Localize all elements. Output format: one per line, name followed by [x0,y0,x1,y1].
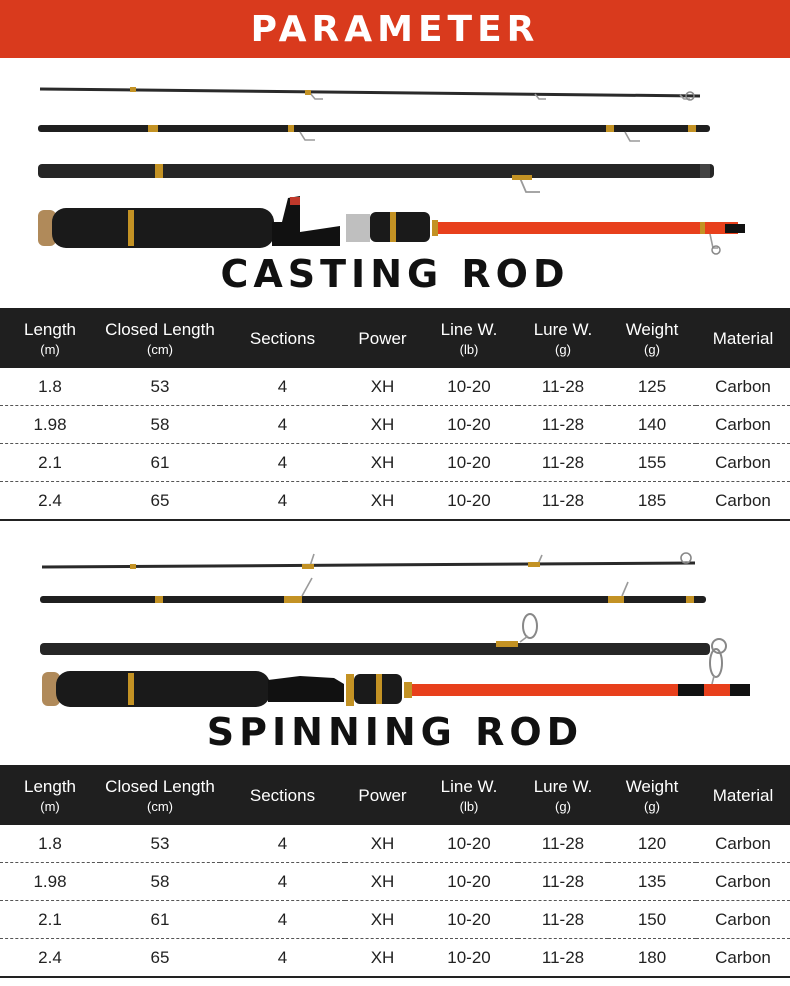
cell-closed-length: 58 [100,406,220,444]
spinning-rod-image [0,540,790,715]
cell-material: Carbon [696,444,790,482]
cell-weight: 125 [608,368,696,406]
cell-length: 1.8 [0,825,100,863]
spinning-rod-table [0,765,790,978]
cell-sections: 4 [220,444,345,482]
casting-rod-title: CASTING ROD [220,252,570,296]
cell-lure-weight: 11-28 [518,901,608,939]
cell-length: 1.98 [0,406,100,444]
table-row [0,863,790,901]
cell-weight: 140 [608,406,696,444]
cell-sections: 4 [220,901,345,939]
cell-material: Carbon [696,863,790,901]
cell-closed-length: 61 [100,901,220,939]
cell-length: 2.4 [0,482,100,521]
casting-rod-image [0,62,790,262]
cell-power: XH [345,825,420,863]
table-row [0,368,790,406]
cell-sections: 4 [220,825,345,863]
cell-length: 2.1 [0,901,100,939]
cell-lure-weight: 11-28 [518,406,608,444]
header-weight: Weight (g) [608,308,696,368]
cell-length: 1.98 [0,863,100,901]
cell-power: XH [345,444,420,482]
header-lure-weight: Lure W. (g) [518,765,608,825]
cell-closed-length: 53 [100,368,220,406]
header-length: Length (m) [0,765,100,825]
cell-weight: 120 [608,825,696,863]
table-row [0,901,790,939]
cell-lure-weight: 11-28 [518,939,608,978]
header-weight: Weight (g) [608,765,696,825]
cell-weight: 135 [608,863,696,901]
cell-length: 2.1 [0,444,100,482]
cell-sections: 4 [220,368,345,406]
cell-line-weight: 10-20 [420,368,518,406]
cell-lure-weight: 11-28 [518,863,608,901]
table-row [0,482,790,521]
cell-power: XH [345,901,420,939]
cell-lure-weight: 11-28 [518,444,608,482]
header-closed-length: Closed Length (cm) [100,308,220,368]
header-material: Material [696,765,790,825]
cell-closed-length: 58 [100,863,220,901]
cell-power: XH [345,368,420,406]
cell-material: Carbon [696,482,790,521]
casting-rod-table [0,308,790,521]
cell-lure-weight: 11-28 [518,825,608,863]
cell-material: Carbon [696,939,790,978]
header-power: Power [345,765,420,825]
cell-material: Carbon [696,901,790,939]
header-sections: Sections [220,308,345,368]
cell-power: XH [345,939,420,978]
cell-line-weight: 10-20 [420,482,518,521]
table-row [0,406,790,444]
table-row [0,825,790,863]
cell-line-weight: 10-20 [420,444,518,482]
header-sections: Sections [220,765,345,825]
cell-length: 1.8 [0,368,100,406]
cell-length: 2.4 [0,939,100,978]
table-row [0,939,790,978]
cell-material: Carbon [696,406,790,444]
cell-lure-weight: 11-28 [518,482,608,521]
cell-weight: 155 [608,444,696,482]
cell-closed-length: 65 [100,939,220,978]
cell-line-weight: 10-20 [420,939,518,978]
header-lure-weight: Lure W. (g) [518,308,608,368]
cell-weight: 180 [608,939,696,978]
table-row [0,444,790,482]
cell-sections: 4 [220,482,345,521]
cell-material: Carbon [696,825,790,863]
table-header-row [0,765,790,825]
spinning-rod-title: SPINNING ROD [206,710,584,754]
cell-line-weight: 10-20 [420,863,518,901]
cell-closed-length: 53 [100,825,220,863]
cell-power: XH [345,406,420,444]
table-header-row [0,308,790,368]
cell-line-weight: 10-20 [420,901,518,939]
cell-weight: 185 [608,482,696,521]
header-material: Material [696,308,790,368]
cell-closed-length: 61 [100,444,220,482]
cell-lure-weight: 11-28 [518,368,608,406]
parameter-banner [0,0,790,58]
header-line-weight: Line W. (lb) [420,765,518,825]
banner-title: PARAMETER [250,8,540,50]
cell-power: XH [345,863,420,901]
cell-line-weight: 10-20 [420,825,518,863]
cell-sections: 4 [220,406,345,444]
cell-line-weight: 10-20 [420,406,518,444]
header-length: Length (m) [0,308,100,368]
header-line-weight: Line W. (lb) [420,308,518,368]
cell-closed-length: 65 [100,482,220,521]
cell-material: Carbon [696,368,790,406]
header-power: Power [345,308,420,368]
cell-sections: 4 [220,863,345,901]
cell-sections: 4 [220,939,345,978]
header-closed-length: Closed Length (cm) [100,765,220,825]
cell-power: XH [345,482,420,521]
cell-weight: 150 [608,901,696,939]
